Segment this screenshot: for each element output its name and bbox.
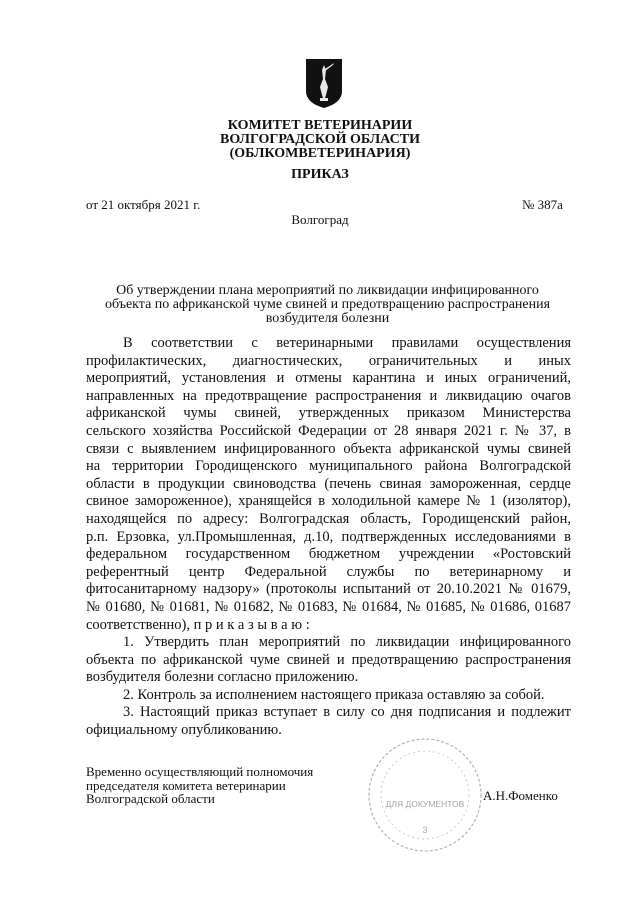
title-line: возбудителя болезни (265, 311, 390, 326)
text-line: профилактических, диагностических, ограничительных и иных (86, 352, 571, 369)
text-line: объекта по африканской чуме свиней и предотвращению распространения (86, 651, 571, 668)
document-body (86, 335, 571, 740)
stamp-number: 3 (422, 825, 428, 835)
document-city: Волгоград (291, 212, 349, 227)
title-line: Об утверждении плана мероприятий по ликвидации инфицированного (116, 283, 539, 298)
text-line: находящейся по адресу: Волгоградская область, Городищенский район, (86, 510, 571, 527)
text-line: р.п. Ерзовка, ул.Промышленная, д.10, подтвержденных исследованиями в (86, 528, 571, 545)
text-line: возбудителя болезни согласно приложению. (86, 669, 359, 686)
text-line: федеральном государственном бюджетном учреждении «Ростовский (86, 546, 571, 563)
text-line: африканской чумы свиней, утвержденных приказом Министерства (86, 405, 571, 422)
volgograd-coat-of-arms-icon (304, 57, 344, 109)
official-stamp (366, 736, 484, 854)
order-item-1 (86, 634, 571, 687)
document-date: от 21 октября 2021 г. (86, 197, 201, 212)
text-line: № 01680, № 01681, № 01682, № 01683, № 01684, № 01685, № 01686, 01687 (86, 598, 571, 615)
order-item-3 (86, 704, 571, 739)
text-line: мероприятий, установления и отмены карантина и иных ограничений, (86, 370, 571, 387)
organization-name-line2: ВОЛГОГРАДСКОЙ ОБЛАСТИ (220, 132, 420, 147)
signatory-name: А.Н.Фоменко (483, 788, 558, 803)
organization-name-line1: КОМИТЕТ ВЕТЕРИНАРИИ (227, 118, 413, 133)
document-type: ПРИКАЗ (291, 167, 349, 182)
text-line: связи с выявлением инфицированного объекта африканской чумы свиней (86, 440, 571, 457)
title-line: объекта по африканской чуме свиней и предотвращению распространения (104, 297, 551, 312)
position-line: Волгоградской области (86, 791, 215, 806)
text-line: 2. Контроль за исполнением настоящего приказа оставляю за собой. (123, 686, 545, 703)
text-line: 3. Настоящий приказ вступает в силу со дня подписания и подлежит (123, 704, 571, 721)
document-number: № 387а (522, 197, 563, 212)
text-line: направленных на предотвращение распространения и ликвидацию очагов (86, 387, 571, 404)
signatory-position (86, 765, 313, 806)
position-line: председателя комитета ветеринарии (86, 777, 286, 793)
document-title (80, 284, 575, 326)
text-line: области в продукции свиноводства (печень свиная замороженная, сердце (86, 475, 571, 492)
organization-name-line3: (ОБЛКОМВЕТЕРИНАРИЯ) (229, 146, 411, 161)
text-line: официальному опубликованию. (86, 722, 282, 739)
text-line: фитосанитарному надзору» (протоколы испытаний от 20.10.2021 № 01679, (86, 581, 571, 598)
preamble-paragraph (86, 335, 571, 634)
text-line: 1. Утвердить план мероприятий по ликвидации инфицированного (123, 634, 571, 651)
text-line: свиное замороженное), хранящейся в холодильной камере № 1 (изолятор), (86, 493, 571, 510)
text-line: референтный центр Федеральной службы по ветеринарному и (86, 563, 571, 580)
stamp-text: ДЛЯ ДОКУМЕНТОВ (385, 799, 465, 809)
text-line: сельского хозяйства Российской Федерации от 28 января 2021 г. № 37, в (86, 422, 571, 439)
position-line: Временно осуществляющий полномочия (86, 764, 314, 779)
order-item-2 (86, 687, 571, 705)
text-line: соответственно), п р и к а з ы в а ю : (86, 616, 310, 633)
text-line: на территории Городищенского муниципального района Волгоградской (86, 458, 571, 475)
text-line: В соответствии с ветеринарными правилами осуществления (123, 335, 571, 351)
